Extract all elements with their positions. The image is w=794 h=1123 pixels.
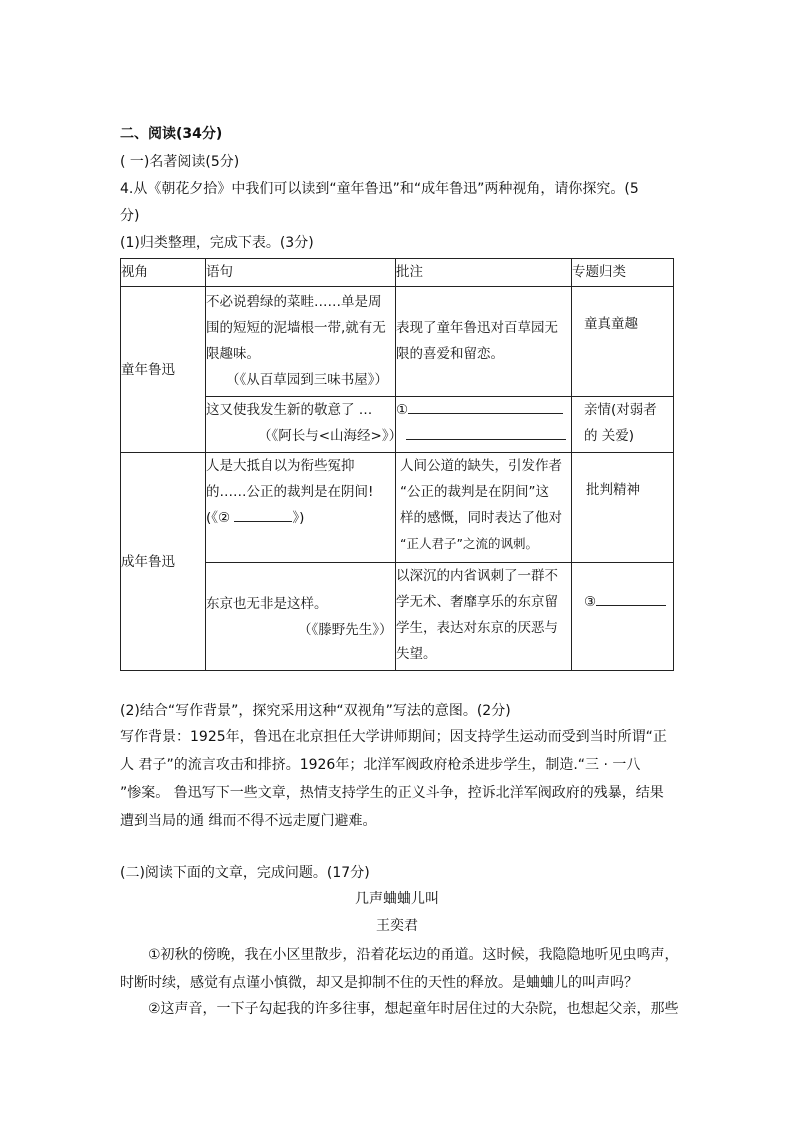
table-row bbox=[121, 287, 674, 397]
question-4-line1: 4.从《朝花夕拾》中我们可以读到“童年鲁迅”和“成年鲁迅”两种视角，请你探究。(5 bbox=[120, 181, 639, 197]
group-adult-luxun: 成年鲁迅 bbox=[121, 453, 206, 671]
r2-quote: 这又使我发生新的敬意了 … （《阿长与<山海经>》） bbox=[206, 397, 396, 453]
section-title: 二、阅读(34分) bbox=[120, 126, 223, 142]
part1-heading: ( 一)名著阅读(5分) bbox=[120, 154, 240, 170]
r2-source: （《阿长与<山海经>》） bbox=[258, 428, 403, 444]
classification-table bbox=[120, 258, 674, 671]
r1-topic: 童真童趣 bbox=[572, 287, 674, 397]
r3-topic: 批判精神 bbox=[572, 453, 674, 563]
r1-source: （《从百草园到三味书屋》） bbox=[226, 372, 388, 388]
part2-heading: (二)阅读下面的文章，完成问题。(17分) bbox=[120, 865, 370, 881]
r2-note: ① bbox=[396, 397, 572, 453]
r4-quote: 东京也无非是这样。 （《滕野先生》） bbox=[206, 563, 396, 671]
sub-question-2: (2)结合“写作背景”，探究采用这种“双视角”写法的意图。(2分) bbox=[120, 703, 511, 719]
table-header-row bbox=[121, 259, 674, 287]
table-row bbox=[121, 453, 674, 563]
article-author: 王奕君 bbox=[376, 918, 418, 934]
writing-background: 写作背景：1925年，鲁迅在北京担任大学讲师期间；因支持学生运动而受到当时所谓“正 人 君子”的流言攻击和排挤。1926年；北洋军阀政府枪杀进步学生，制造.“三 · 一八 ”惨案。 鲁迅写下一些文章，热情支持学生的正义斗争，控诉北洋军阀政府的残暴，结果 遭到当局的通 缉而不得不远走厦门避难。 bbox=[120, 729, 667, 829]
question-4-line2: 分) bbox=[120, 208, 140, 224]
r1-quote: 不必说碧绿的菜畦……单是周 围的短短的泥墙根一带,就有无 限趣味。 （《从百草园到三味书屋》） bbox=[206, 287, 396, 397]
article-title: 几声蛐蛐儿叫 bbox=[355, 891, 439, 907]
r4-topic: ③ bbox=[572, 563, 674, 671]
answer-blank-2[interactable] bbox=[234, 521, 292, 522]
sub-question-1: (1)归类整理，完成下表。(3分) bbox=[120, 235, 314, 251]
paragraph-1: ①初秋的傍晚，我在小区里散步，沿着花坛边的甬道。这时候，我隐隐地听见虫鸣声， 时断时续，感觉有点谨小慎微，却又是抑制不住的天性的释放。是蛐蛐儿的叫声吗？ bbox=[120, 947, 679, 991]
r1-note: 表现了童年鲁迅对百草园无 限的喜爱和留恋。 bbox=[396, 287, 572, 397]
group-childhood-luxun: 童年鲁迅 bbox=[121, 287, 206, 453]
paragraph-2: ②这声音，一下子勾起我的许多往事，想起童年时居住过的大杂院，也想起父亲，那些 bbox=[148, 1001, 679, 1017]
answer-blank-1-line2[interactable] bbox=[406, 439, 566, 440]
header-annotation: 批注 bbox=[396, 259, 572, 287]
header-sentence: 语句 bbox=[206, 259, 396, 287]
r4-source: （《滕野先生》） bbox=[298, 622, 393, 638]
header-perspective: 视角 bbox=[121, 259, 206, 287]
r3-quote: 人是大抵自以为衔些冤抑 的……公正的裁判是在阴间! (《② 》) bbox=[206, 453, 396, 563]
answer-blank-1[interactable] bbox=[408, 413, 563, 414]
r3-note: 人间公道的缺失，引发作者 “公正的裁判是在阴间”这 样的感慨，同时表达了他对 “正人君子”之流的讽刺。 bbox=[396, 453, 572, 563]
r2-topic: 亲情(对弱者 的 关爱) bbox=[572, 397, 674, 453]
header-topic: 专题归类 bbox=[572, 259, 674, 287]
answer-blank-3[interactable] bbox=[596, 605, 666, 606]
r4-note: 以深沉的内省讽刺了一群不 学无术、奢靡享乐的东京留 学生，表达对东京的厌恶与 失望。 bbox=[396, 563, 572, 671]
